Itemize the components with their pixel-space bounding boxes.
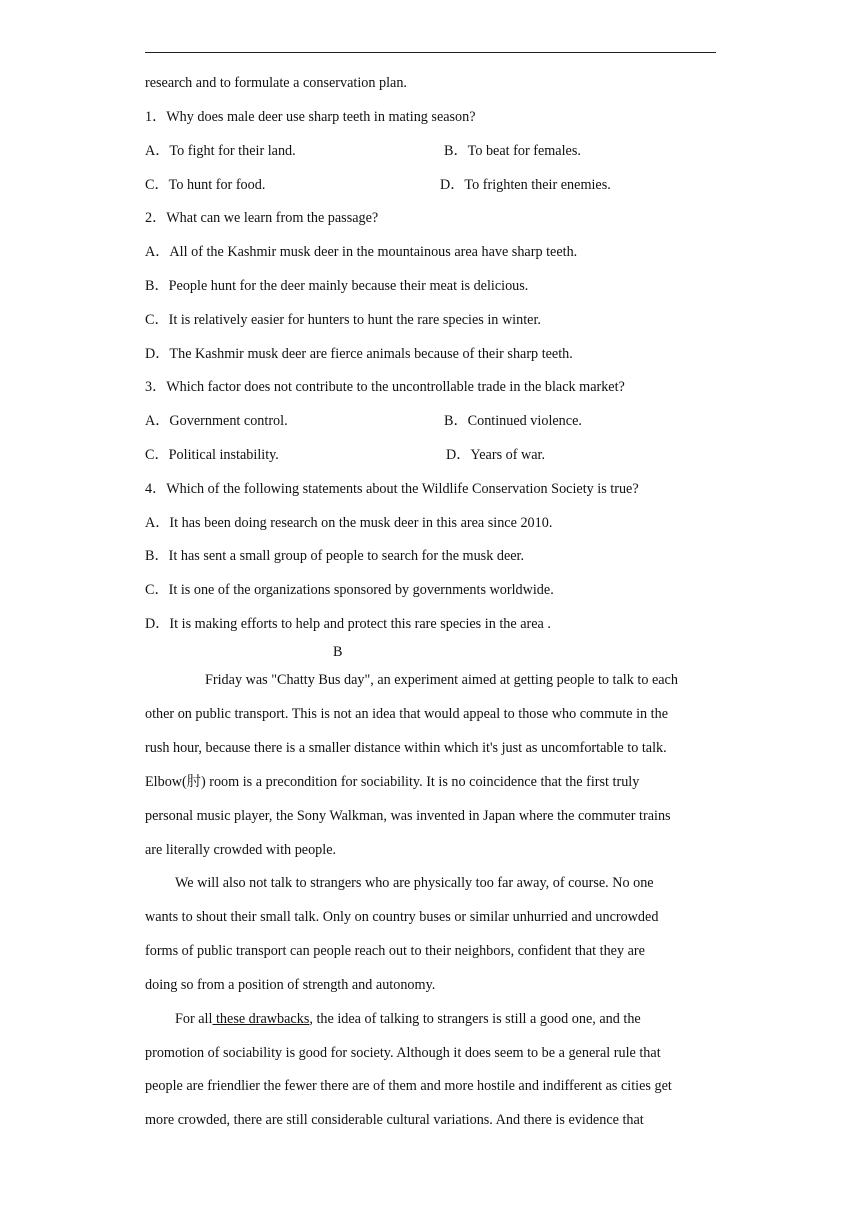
passage-b-p1-line-1: Friday was "Chatty Bus day", an experiment aimed at getting people to talk to each [205, 672, 678, 688]
question-1-option-d: D．To frighten their enemies. [440, 177, 611, 193]
passage-b-p3-line-2: promotion of sociability is good for society. Although it does seem to be a general rule that [145, 1045, 661, 1061]
question-3-option-c: C．Political instability. [145, 447, 279, 463]
underlined-phrase: these drawbacks [212, 1011, 310, 1027]
passage-b-p2-line-2: wants to shout their small talk. Only on country buses or similar unhurried and uncrowded [145, 909, 659, 925]
passage-b-p1-line-6: are literally crowded with people. [145, 842, 337, 858]
question-2-option-a: A．All of the Kashmir musk deer in the mountainous area have sharp teeth. [145, 244, 578, 260]
question-4-option-a: A．It has been doing research on the musk deer in this area since 2010. [145, 515, 553, 531]
section-label: B [333, 644, 343, 660]
passage-b-p3-pre: For all [175, 1011, 213, 1027]
passage-b-p3-line-1 [175, 1010, 641, 1028]
question-3-stem: 3．Which factor does not contribute to the uncontrollable trade in the black market? [145, 379, 625, 395]
passage-b-p3-post: , the idea of talking to strangers is still a good one, and the [309, 1011, 641, 1027]
passage-b-p1-line-2: other on public transport. This is not an idea that would appeal to those who commute in the [145, 706, 668, 722]
question-3-option-d: D．Years of war. [446, 447, 546, 463]
question-4-stem: 4．Which of the following statements about the Wildlife Conservation Society is true? [145, 481, 639, 497]
header-rule [145, 52, 716, 53]
question-1-option-b: B．To beat for females. [444, 143, 581, 159]
passage-b-p3-line-4: more crowded, there are still considerable cultural variations. And there is evidence that [145, 1112, 644, 1128]
passage-b-p2-line-1: We will also not talk to strangers who are physically too far away, of course. No one [175, 875, 654, 891]
question-2-option-d: D．The Kashmir musk deer are fierce animals because of their sharp teeth. [145, 346, 573, 362]
passage-b-p3-line-3: people are friendlier the fewer there are of them and more hostile and indifferent as cities get [145, 1078, 672, 1094]
passage-b-p2-line-3: forms of public transport can people reach out to their neighbors, confident that they are [145, 943, 645, 959]
passage-b-p1-line-5: personal music player, the Sony Walkman, was invented in Japan where the commuter trains [145, 808, 671, 824]
question-3-option-a: A．Government control. [145, 413, 288, 429]
question-4-option-b: B．It has sent a small group of people to search for the musk deer. [145, 548, 525, 564]
question-1-option-c: C．To hunt for food. [145, 177, 266, 193]
passage-b-p1-line-3: rush hour, because there is a smaller distance within which it's just as uncomfortable to talk. [145, 740, 667, 756]
passage-b-p1-line-4: Elbow(肘) room is a precondition for sociability. It is no coincidence that the first truly [145, 774, 640, 790]
question-3-option-b: B．Continued violence. [444, 413, 582, 429]
question-4-option-d: D．It is making efforts to help and protect this rare species in the area . [145, 616, 551, 632]
intro-tail-text: research and to formulate a conservation plan. [145, 75, 407, 91]
question-1-stem: 1．Why does male deer use sharp teeth in mating season? [145, 109, 476, 125]
question-1-option-a: A．To fight for their land. [145, 143, 296, 159]
passage-b-p2-line-4: doing so from a position of strength and autonomy. [145, 977, 436, 993]
question-2-stem: 2．What can we learn from the passage? [145, 210, 379, 226]
question-4-option-c: C．It is one of the organizations sponsored by governments worldwide. [145, 582, 554, 598]
question-2-option-c: C．It is relatively easier for hunters to hunt the rare species in winter. [145, 312, 541, 328]
question-2-option-b: B．People hunt for the deer mainly because their meat is delicious. [145, 278, 529, 294]
